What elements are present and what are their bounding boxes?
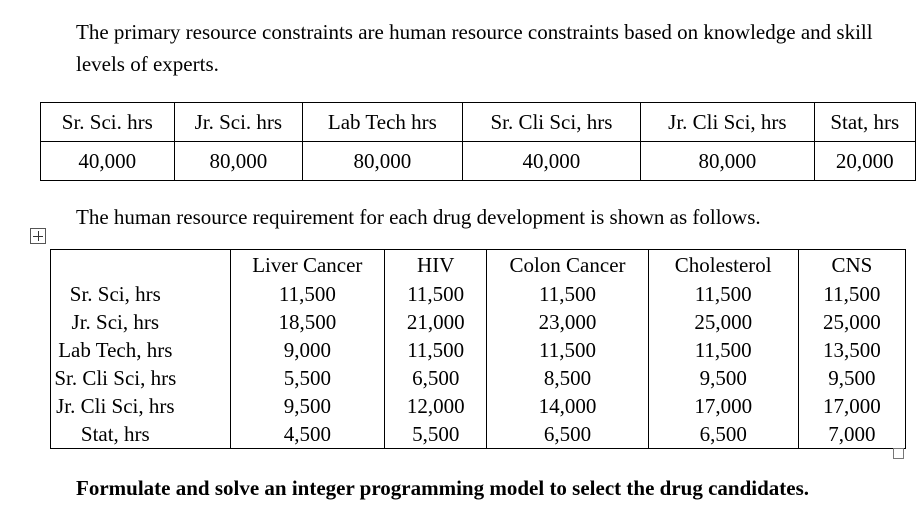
requirement-cell: 5,500 [230,364,384,392]
requirement-row [51,392,906,420]
requirement-cell: 11,500 [487,336,648,364]
requirement-cell: 23,000 [487,308,648,336]
requirement-row [51,308,906,336]
table-resize-handle[interactable] [893,448,904,459]
requirement-cell: 11,500 [648,280,798,308]
requirement-cell: 12,000 [385,392,487,420]
corner-cell [51,250,231,281]
requirement-cell: 9,500 [230,392,384,420]
requirement-cell: 4,500 [230,420,384,449]
requirement-cell: 11,500 [385,336,487,364]
requirement-cell: 17,000 [798,392,905,420]
resource-value-row [41,142,916,181]
requirement-cell: 6,500 [385,364,487,392]
header-jr-sci: Jr. Sci. hrs [174,103,303,142]
table-move-handle-icon[interactable] [30,228,46,244]
col-cholesterol: Cholesterol [648,250,798,281]
requirement-cell: 25,000 [798,308,905,336]
row-label: Jr. Sci, hrs [51,308,231,336]
requirement-row [51,280,906,308]
header-sr-cli-sci: Sr. Cli Sci, hrs [462,103,641,142]
header-sr-sci: Sr. Sci. hrs [41,103,175,142]
requirement-cell: 11,500 [487,280,648,308]
requirement-header-row [51,250,906,281]
requirement-cell: 11,500 [230,280,384,308]
col-hiv: HIV [385,250,487,281]
requirement-cell: 14,000 [487,392,648,420]
task-paragraph: Formulate and solve an integer programming model to select the drug candidates. [76,476,810,500]
requirement-cell: 9,000 [230,336,384,364]
requirement-cell: 9,500 [648,364,798,392]
requirement-cell: 18,500 [230,308,384,336]
resource-header-row [41,103,916,142]
resource-capacity-table [40,102,916,181]
value-jr-sci: 80,000 [174,142,303,181]
value-jr-cli-sci: 80,000 [641,142,814,181]
row-label: Lab Tech, hrs [51,336,231,364]
value-sr-cli-sci: 40,000 [462,142,641,181]
row-label: Sr. Cli Sci, hrs [51,364,231,392]
requirement-cell: 6,500 [487,420,648,449]
requirement-paragraph: The human resource requirement for each drug development is shown as follows. [76,205,761,229]
requirement-cell: 5,500 [385,420,487,449]
requirement-table [50,249,906,449]
header-stat: Stat, hrs [814,103,915,142]
row-label: Stat, hrs [51,420,231,449]
col-colon-cancer: Colon Cancer [487,250,648,281]
requirement-cell: 6,500 [648,420,798,449]
requirement-cell: 13,500 [798,336,905,364]
row-label: Jr. Cli Sci, hrs [51,392,231,420]
requirement-cell: 9,500 [798,364,905,392]
requirement-cell: 11,500 [385,280,487,308]
requirement-row [51,336,906,364]
requirement-cell: 11,500 [648,336,798,364]
col-cns: CNS [798,250,905,281]
requirement-cell: 21,000 [385,308,487,336]
requirement-cell: 11,500 [798,280,905,308]
intro-paragraph: The primary resource constraints are human resource constraints based on knowledge and skill levels of experts. [76,20,873,76]
value-sr-sci: 40,000 [41,142,175,181]
requirement-cell: 7,000 [798,420,905,449]
value-stat: 20,000 [814,142,915,181]
requirement-row [51,420,906,449]
requirement-row [51,364,906,392]
header-jr-cli-sci: Jr. Cli Sci, hrs [641,103,814,142]
requirement-cell: 17,000 [648,392,798,420]
header-lab-tech: Lab Tech hrs [303,103,463,142]
row-label: Sr. Sci, hrs [51,280,231,308]
requirement-cell: 8,500 [487,364,648,392]
value-lab-tech: 80,000 [303,142,463,181]
col-liver-cancer: Liver Cancer [230,250,384,281]
requirement-cell: 25,000 [648,308,798,336]
